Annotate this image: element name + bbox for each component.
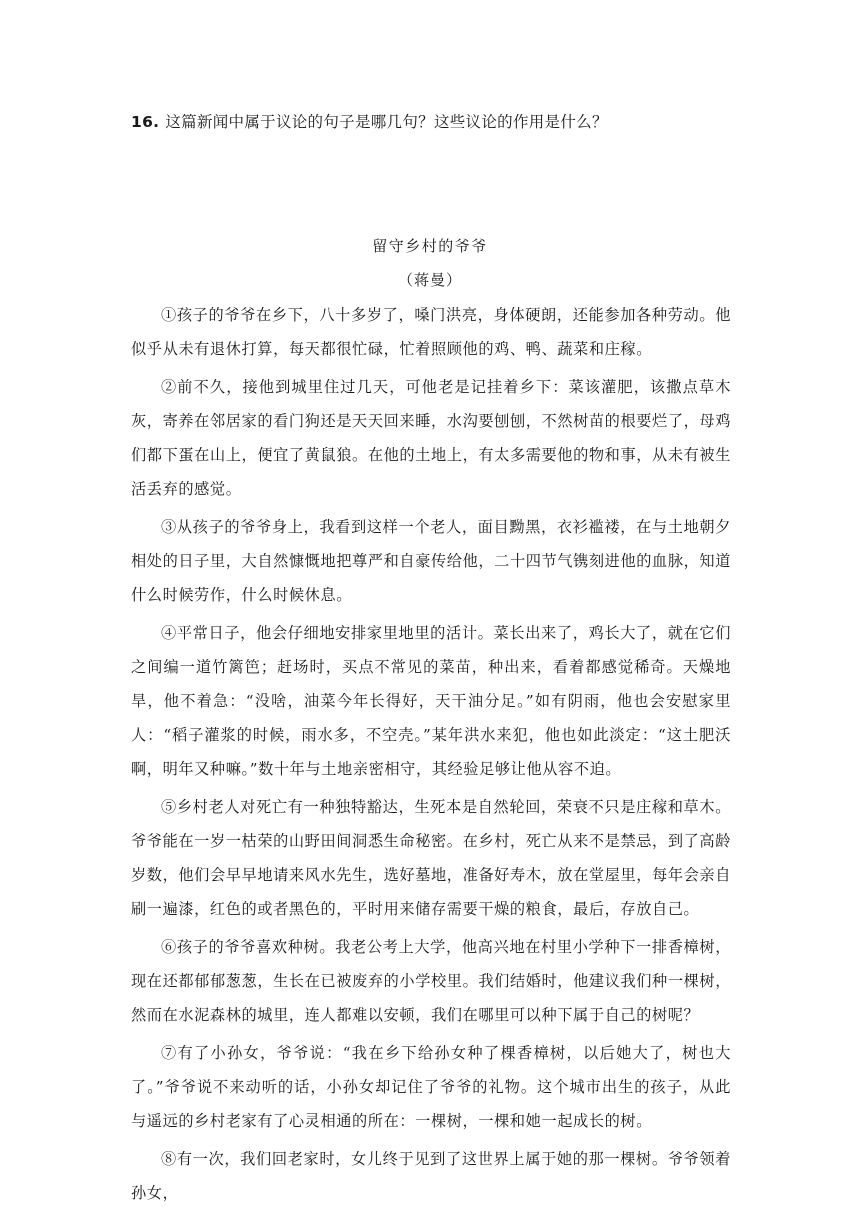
article-body bbox=[131, 298, 731, 1214]
question-16 bbox=[131, 110, 608, 132]
question-text: 这篇新闻中属于议论的句子是哪几句？这些议论的作用是什么？ bbox=[165, 113, 608, 131]
article-author: （蒋曼） bbox=[397, 271, 462, 289]
question-number: 16. bbox=[131, 113, 160, 131]
paragraph-4: ④平常日子，他会仔细地安排家里地里的活计。菜长出来了，鸡长大了，就在它们之间编一道竹篱笆；赶场时，买点不常见的菜苗，种出来，看着都感觉稀奇。天燥地旱，他不着急：“没啥，油菜今年长得好，天干油分足。”如有阴雨，他也会安慰家里人：“稻子灌浆的时候，雨水多，不空壳。”某年洪水来犯，他也如此淡定：“这土肥沃啊，明年又种嘛。”数十年与土地亲密相守，其经验足够让他从容不迫。 bbox=[131, 624, 731, 778]
paragraph-3: ③从孩子的爷爷身上，我看到这样一个老人，面目黝黑，衣衫褴褛，在与土地朝夕相处的日子里，大自然慷慨地把尊严和自豪传给他，二十四节气镌刻进他的血脉，知道什么时候劳作，什么时候休息。 bbox=[131, 518, 731, 604]
paragraph-1: ①孩子的爷爷在乡下，八十多岁了，嗓门洪亮，身体硬朗，还能参加各种劳动。他似乎从未有退休打算，每天都很忙碌，忙着照顾他的鸡、鸭、蔬菜和庄稼。 bbox=[131, 306, 731, 358]
paragraph-2: ②前不久，接他到城里住过几天，可他老是记挂着乡下：菜该灌肥，该撒点草木灰，寄养在邻居家的看门狗还是天天回来睡，水沟要刨刨，不然树苗的根要烂了，母鸡们都下蛋在山上，便宜了黄鼠狼。在他的土地上，有太多需要他的物和事，从未有被生活丢弃的感觉。 bbox=[131, 378, 731, 498]
paragraph-7: ⑦有了小孙女，爷爷说：“我在乡下给孙女种了棵香樟树，以后她大了，树也大了。”爷爷说不来动听的话，小孙女却记住了爷爷的礼物。这个城市出生的孩子，从此与遥远的乡村老家有了心灵相通的所在：一棵树，一棵和她一起成长的树。 bbox=[131, 1044, 731, 1130]
paragraph-5: ⑤乡村老人对死亡有一种独特豁达，生死本是自然轮回，荣衰不只是庄稼和草木。爷爷能在一岁一枯荣的山野田间洞悉生命秘密。在乡村，死亡从来不是禁忌，到了高龄岁数，他们会早早地请来风水先生，选好墓地，准备好寿木，放在堂屋里，每年会亲自刷一遍漆，红色的或者黑色的，平时用来储存需要干燥的粮食，最后，存放自己。 bbox=[131, 798, 731, 918]
paragraph-6: ⑥孩子的爷爷喜欢种树。我老公考上大学，他高兴地在村里小学种下一排香樟树，现在还都郁郁葱葱，生长在已被废弃的小学校里。我们结婚时，他建议我们种一棵树，然而在水泥森林的城里，连人都难以安顿，我们在哪里可以种下属于自己的树呢？ bbox=[131, 938, 731, 1024]
article-title: 留守乡村的爷爷 bbox=[372, 237, 488, 255]
paragraph-8: ⑧有一次，我们回老家时，女儿终于见到了这世界上属于她的那一棵树。爷爷领着孙女， bbox=[131, 1150, 731, 1202]
